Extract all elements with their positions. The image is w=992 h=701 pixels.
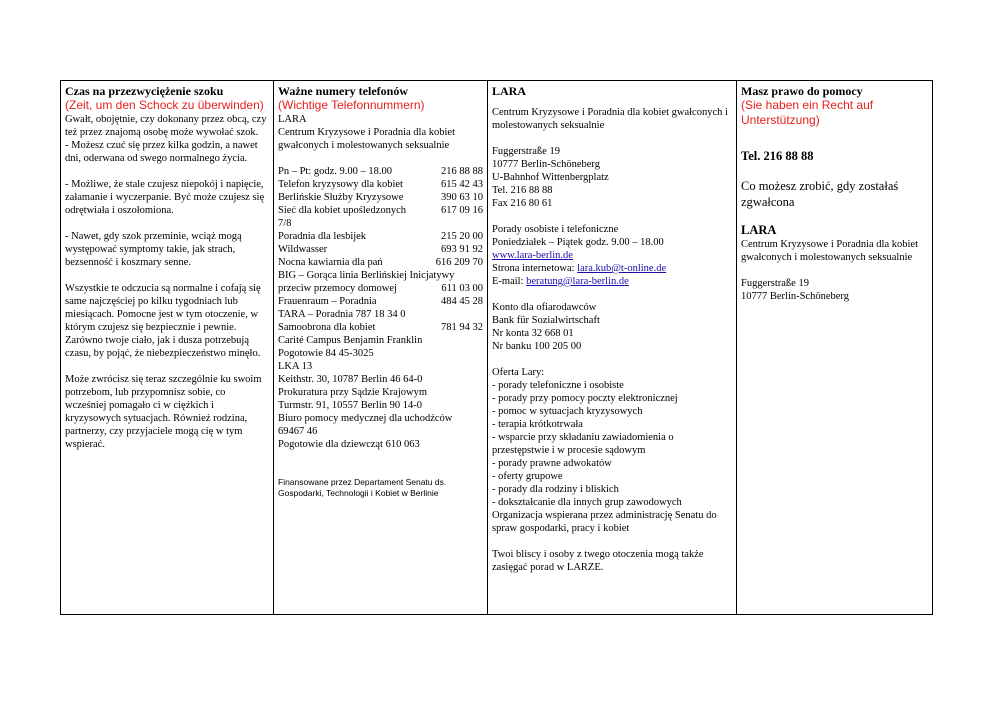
phone-entry-name: Wildwasser xyxy=(278,244,328,255)
phone-entry-name: 7/8 xyxy=(278,218,292,229)
phone-entry xyxy=(278,373,483,386)
closing-note: Twoi bliscy i osoby z twego otoczenia mogą także zasięgać porad w LARZE. xyxy=(492,549,704,573)
help-title: Masz prawo do pomocy xyxy=(741,84,863,98)
phone-entry-number: 215 20 00 xyxy=(441,231,483,242)
address-line: Fuggerstraße 19 xyxy=(492,146,560,157)
address-line: U-Bahnhof Wittenbergplatz xyxy=(492,172,609,183)
offer-item: - dokształcanie dla innych grup zawodowych xyxy=(492,497,682,508)
phone-entry-name: Nocna kawiarnia dla pań xyxy=(278,257,383,268)
column-phone-numbers xyxy=(274,81,488,614)
shock-subtitle: (Zeit, um den Schock zu überwinden) xyxy=(65,98,264,112)
offer-item: - porady telefoniczne i osobiste xyxy=(492,380,624,391)
address-line: Fax 216 80 61 xyxy=(492,198,553,209)
phone-entry xyxy=(278,204,483,217)
phone-entry xyxy=(278,347,483,360)
phone-entry xyxy=(278,230,483,243)
shock-paragraph: Wszystkie te odczucia są normalne i cofają się same najczęściej po kilku tygodniach lub miesiącach. Pomocne jest w tym otoczenie, w którym czujesz się bezpiecznie i pewnie. Zarówno twoje ciało, jak i dusza potrzebują czasu, by pojąć, że niebezpieczeństwo minęło. xyxy=(65,283,261,359)
phone-entry-name: BIG – Gorąca linia Berlińskiej Inicjatywy xyxy=(278,270,455,281)
offer-item: - terapia krótkotrwała xyxy=(492,419,583,430)
shock-paragraph: - Nawet, gdy szok przeminie, wciąż mogą występować symptomy takie, jak strach, bezsenność i koszmary senne. xyxy=(65,231,242,268)
phone-entry-name: Frauenraum – Poradnia xyxy=(278,296,377,307)
phone-entry-number: 611 03 00 xyxy=(441,283,483,294)
phone-entry-number: 781 94 32 xyxy=(441,322,483,333)
phone-entry-name: Keithstr. 30, 10787 Berlin 46 64-0 xyxy=(278,374,423,385)
shock-paragraph: - Możliwe, że stale czujesz niepokój i napięcie, załamanie i wyczerpanie. Być może czujesz się odrętwiała i oszołomiona. xyxy=(65,179,265,216)
phone-list xyxy=(278,165,483,451)
help-lara: LARA xyxy=(741,223,777,237)
website-link[interactable]: www.lara-berlin.de xyxy=(492,250,573,261)
site-label: Strona internetowa: xyxy=(492,263,578,274)
bank-line: Konto dla ofiarodawców xyxy=(492,302,597,313)
phone-entry xyxy=(278,178,483,191)
phone-entry-name: Pn – Pt: godz. 9.00 – 18.00 xyxy=(278,166,393,177)
lara-desc: Centrum Kryzysowe i Poradnia dla kobiet gwałconych i molestowanych seksualnie xyxy=(492,107,728,131)
phone-entry-name: TARA – Poradnia 787 18 34 0 xyxy=(278,309,406,320)
help-address-line: Fuggerstraße 19 xyxy=(741,278,809,289)
lara-address xyxy=(492,145,732,210)
phone-entry xyxy=(278,360,483,373)
offer-item: - pomoc w sytuacjach kryzysowych xyxy=(492,406,643,417)
offer-list xyxy=(492,379,732,535)
help-address-line: 10777 Berlin-Schöneberg xyxy=(741,291,849,302)
email-link[interactable]: beratung@lara-berlin.de xyxy=(526,276,629,287)
help-question: Co możesz zrobić, gdy zostałaś zgwałcona xyxy=(741,179,899,209)
phone-entry-name: Turmstr. 91, 10557 Berlin 90 14-0 xyxy=(278,400,422,411)
phone-entry xyxy=(278,256,483,269)
offer-title: Oferta Lary: xyxy=(492,367,545,378)
column-lara-info xyxy=(488,81,737,614)
phone-entry-number: 617 09 16 xyxy=(441,205,483,216)
address-line: Tel. 216 88 88 xyxy=(492,185,553,196)
phone-entry-number: 615 42 43 xyxy=(441,179,483,190)
phone-entry-number: 616 209 70 xyxy=(435,257,483,268)
bank-line: Nr konta 32 668 01 xyxy=(492,328,574,339)
phone-entry-name: 69467 46 xyxy=(278,426,318,437)
phone-entry xyxy=(278,438,483,451)
phone-entry xyxy=(278,191,483,204)
offer-item: - porady przy pomocy poczty elektronicznej xyxy=(492,393,678,404)
phone-entry-name: przeciw przemocy domowej xyxy=(278,283,397,294)
phone-entry-name: LKA 13 xyxy=(278,361,313,372)
help-lara-desc: Centrum Kryzysowe i Poradnia dla kobiet gwałconych i molestowanych seksualnie xyxy=(741,239,919,263)
phone-entry-name: Biuro pomocy medycznej dla uchodźców xyxy=(278,413,453,424)
phone-entry xyxy=(278,165,483,178)
column-right-to-help xyxy=(737,81,934,614)
address-line: 10777 Berlin-Schöneberg xyxy=(492,159,600,170)
phones-lara: LARA xyxy=(278,114,307,125)
phone-entry-name: Berlińskie Służby Kryzysowe xyxy=(278,192,404,203)
offer-item: - porady dla rodziny i bliskich xyxy=(492,484,619,495)
offer-item: Organizacja wspierana przez administrację Senatu do spraw gospodarki, pracy i kobiet xyxy=(492,510,717,534)
site-email-link[interactable]: lara.kub@t-online.de xyxy=(577,263,667,274)
bank-line: Bank für Sozialwirtschaft xyxy=(492,315,600,326)
phone-entry-number: 216 88 88 xyxy=(441,166,483,177)
phone-entry xyxy=(278,295,483,308)
phone-entry-name: Prokuratura przy Sądzie Krajowym xyxy=(278,387,427,398)
email-label: E-mail: xyxy=(492,276,527,287)
phones-lara-desc: Centrum Kryzysowe i Poradnia dla kobiet gwałconych i molestowanych seksualnie xyxy=(278,127,456,151)
phone-entry xyxy=(278,243,483,256)
offer-item: - porady prawne adwokatów xyxy=(492,458,612,469)
help-subtitle: (Sie haben ein Recht auf Unterstützung) xyxy=(741,98,874,127)
phone-entry xyxy=(278,321,483,334)
bank-details xyxy=(492,301,732,353)
phone-entry-name: Poradnia dla lesbijek xyxy=(278,231,367,242)
hours-value: Poniedziałek – Piątek godz. 9.00 – 18.00 xyxy=(492,237,664,248)
phone-entry xyxy=(278,412,483,425)
phone-entry-name: Pogotowie dla dziewcząt 610 063 xyxy=(278,439,420,450)
phone-entry-name: Sieć dla kobiet upośledzonych xyxy=(278,205,407,216)
lara-title: LARA xyxy=(492,84,527,98)
column-shock xyxy=(61,81,274,614)
hours-label: Porady osobiste i telefoniczne xyxy=(492,224,619,235)
phone-entry xyxy=(278,217,483,230)
phone-entry xyxy=(278,399,483,412)
phone-entry xyxy=(278,386,483,399)
bank-line: Nr banku 100 205 00 xyxy=(492,341,582,352)
shock-paragraph: - Możesz czuć się przez kilka godzin, a nawet dni, oderwana od swego normalnego życia. xyxy=(65,140,258,164)
phone-entry-name: Carité Campus Benjamin Franklin xyxy=(278,335,423,346)
phone-entry-number: 693 91 92 xyxy=(441,244,483,255)
funding-note: Finansowane przez Departament Senatu ds. Gospodarki, Technologii i Kobiet w Berlinie xyxy=(278,477,447,498)
phone-entry-name: Samoobrona dla kobiet xyxy=(278,322,376,333)
phone-entry xyxy=(278,282,483,295)
help-tel: Tel. 216 88 88 xyxy=(741,149,814,163)
phones-title: Ważne numery telefonów xyxy=(278,84,408,98)
phone-entry-number: 484 45 28 xyxy=(441,296,483,307)
shock-title: Czas na przezwyciężenie szoku xyxy=(65,84,224,98)
phone-entry xyxy=(278,308,483,321)
phone-entry-name: Telefon kryzysowy dla kobiet xyxy=(278,179,403,190)
phone-entry-number: 390 63 10 xyxy=(441,192,483,203)
shock-paragraph: Gwałt, obojętnie, czy dokonany przez obcą, czy też przez znajomą osobę może wywołać szok. xyxy=(65,114,267,138)
leaflet-table xyxy=(60,80,933,615)
shock-paragraph: Może zwrócisz się teraz szczególnie ku swoim potrzebom, lub przypomnisz sobie, co wcześniej pomagało ci w ciężkich i kryzysowych sytuacjach. Również rodzina, partnerzy, czy przyjaciele mogą cię w tym wspierać. xyxy=(65,374,262,450)
phone-entry-name: Pogotowie 84 45-3025 xyxy=(278,348,374,359)
offer-item: - wsparcie przy składaniu zawiadomienia o przestępstwie i w procesie sądowym xyxy=(492,432,674,456)
offer-item: - oferty grupowe xyxy=(492,471,563,482)
phones-subtitle: (Wichtige Telefonnummern) xyxy=(278,98,425,112)
phone-entry xyxy=(278,334,483,347)
phone-entry xyxy=(278,269,483,282)
phone-entry xyxy=(278,425,483,438)
